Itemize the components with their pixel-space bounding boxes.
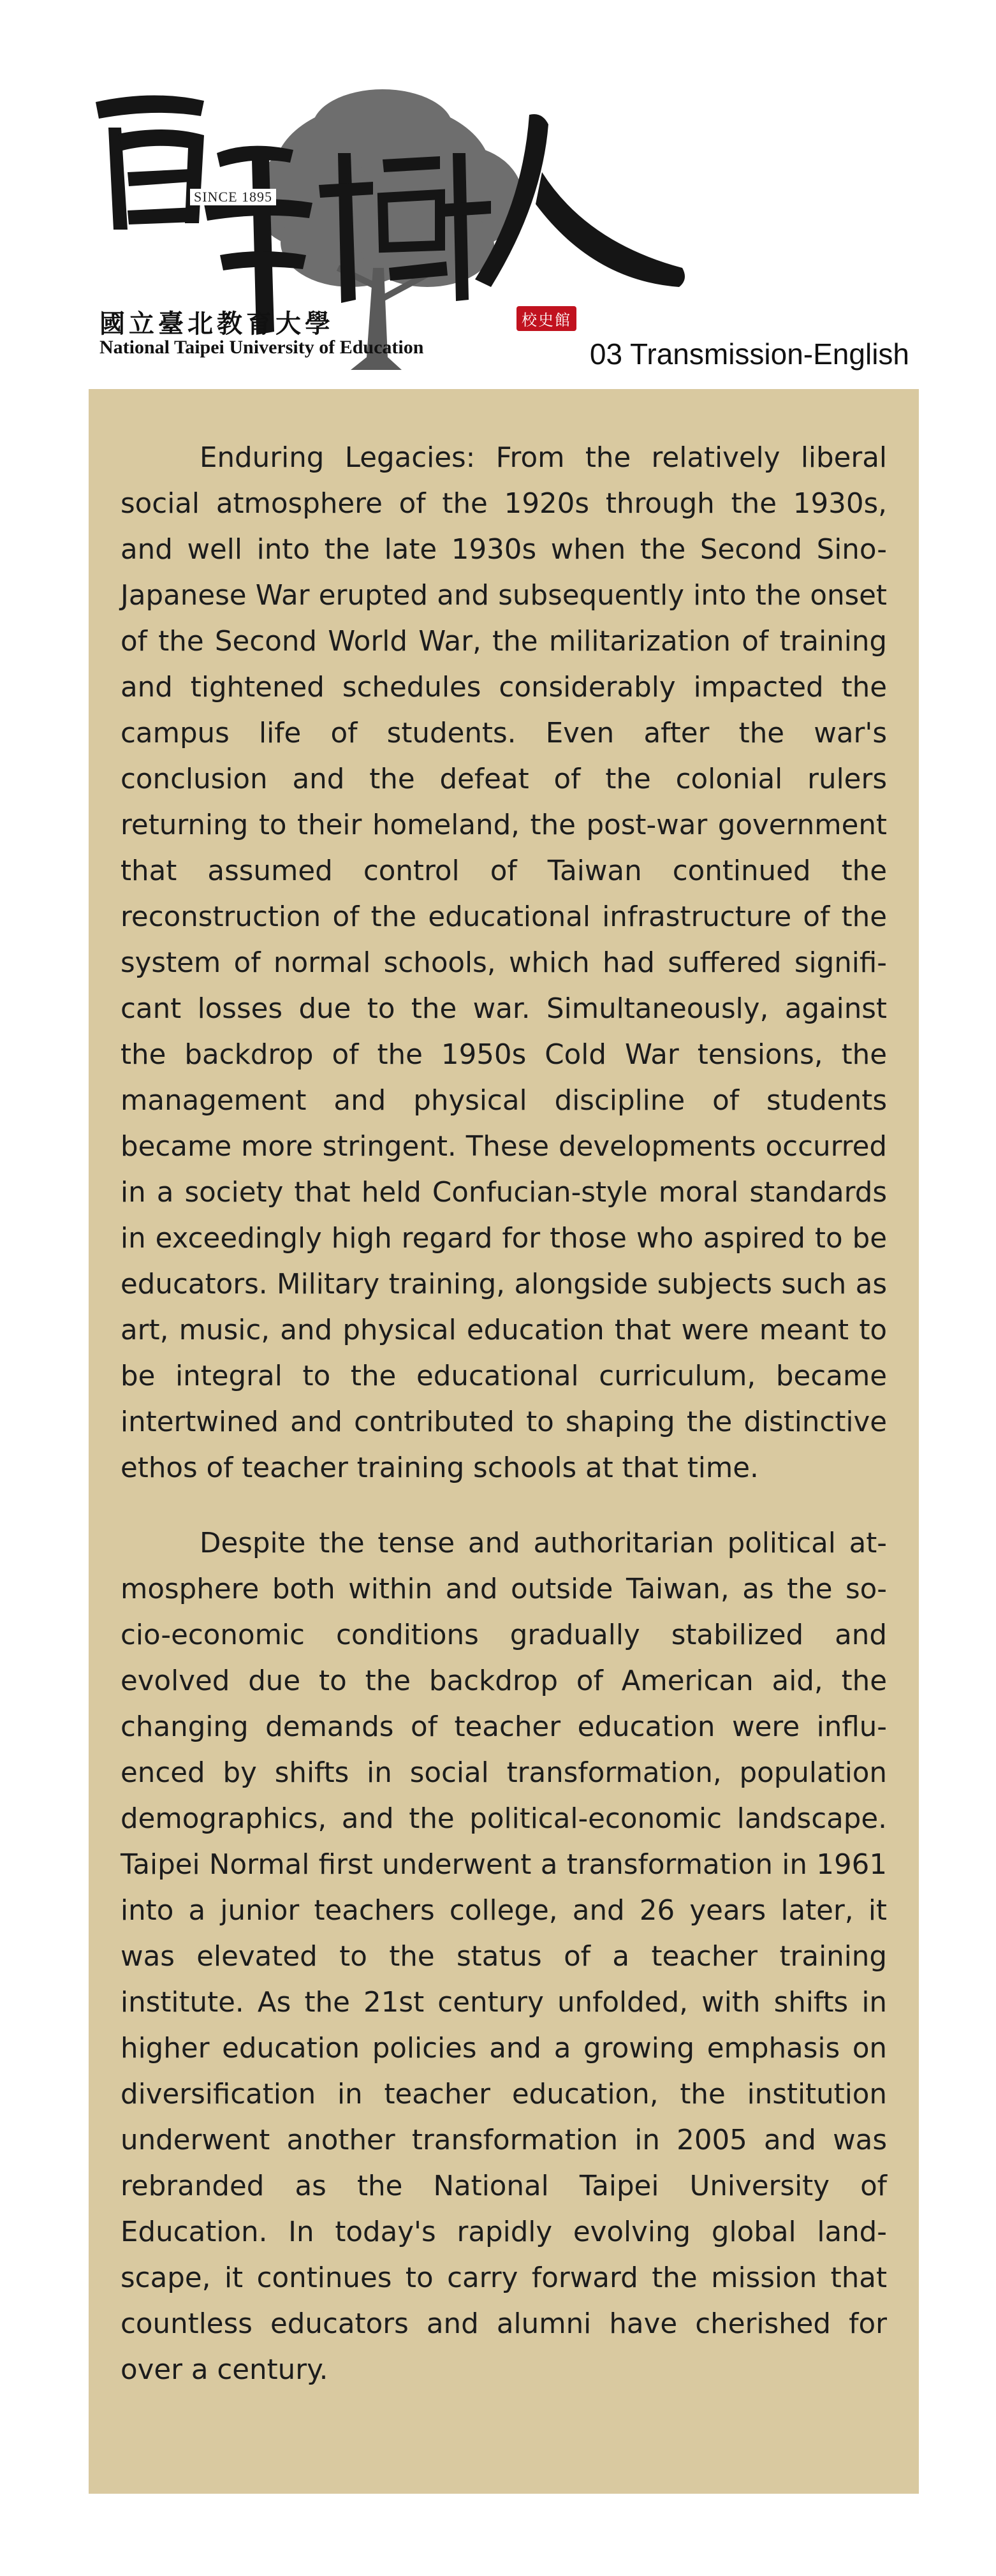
page-header [0, 0, 996, 383]
text-panel [89, 389, 919, 2494]
body-paragraph-1: Enduring Legacies: From the relatively liberal social atmosphere of the 1920s through the 1930s, and well into the late 1930s when the Second Sino-Japanese War erupted and subsequently into the onset of the Second World War, the militarization of training and tightened schedules considerably impacted the campus life of students. Even after the war's conclusion and the defeat of the colonial rulers returning to their homeland, the post-war government that assumed control of Taiwan continued the reconstruction of the educational infrastructure of the system of normal schools, which had suffered significant losses due to the war. Simultaneously, against the backdrop of the 1950s Cold War tensions, the management and physical discipline of students became more stringent. These developments occurred in a society that held Confucian-style moral standards in exceedingly high regard for those who aspired to be educators. Military training, alongside subjects such as art, music, and physical education that were meant to be integral to the educational curriculum, became intertwined and contributed to shaping the distinctive ethos of teacher training schools at that time. [121, 442, 887, 1484]
section-label: 03 Transmission-English [589, 337, 909, 371]
university-name-zh: 國立臺北教育大學 [99, 309, 334, 339]
body-paragraph-2: Despite the tense and authoritarian political atmosphere both within and outside Taiwan, as the socio-economic conditions gradually stabilized and evolved due to the backdrop of American aid, the changing demands of teacher education were influenced by shifts in social transformation, population demographics, and the political-economic landscape. Taipei Normal first underwent a transformation in 1961 into a junior teachers college, and 26 years later, it was elevated to the status of a teacher training institute. As the 21st century unfolded, with shifts in higher education policies and a growing emphasis on diversification in teacher education, the institution underwent another transformation in 2005 and was rebranded as the National Taipei University of Education. In today's rapidly evolving global landscape, it continues to carry forward the mission that countless educators and alumni have cherished for over a century. [121, 1527, 887, 2386]
museum-seal: 校史館 [516, 306, 576, 331]
since-label: SINCE 1895 [190, 189, 276, 205]
university-name-en: National Taipei University of Education [99, 337, 424, 358]
